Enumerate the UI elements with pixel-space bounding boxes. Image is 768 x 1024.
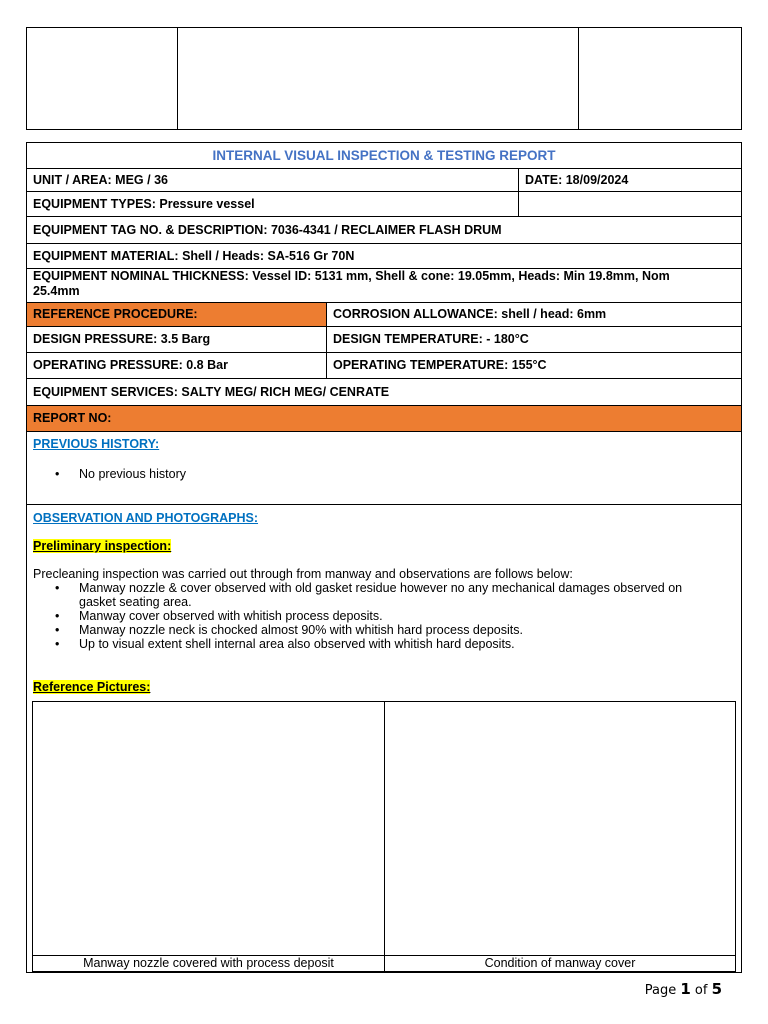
unit-area: UNIT / AREA: MEG / 36 (33, 172, 168, 187)
observation-list (33, 581, 733, 651)
corrosion-allowance: CORROSION ALLOWANCE: shell / head: 6mm (333, 307, 607, 321)
list-item: • Manway nozzle neck is chocked almost 90% with whitish hard process deposits. (33, 623, 733, 637)
list-item: • Manway nozzle & cover observed with old gasket residue however no any mechanical damages observed on (33, 581, 733, 595)
header-divider-left (177, 27, 178, 130)
equipment-material: EQUIPMENT MATERIAL: Shell / Heads: SA-516 Gr 70N (33, 248, 355, 263)
list-item-continuation: gasket seating area. (79, 595, 192, 609)
design-temperature: DESIGN TEMPERATURE: - 180°C (333, 332, 529, 346)
equipment-services: EQUIPMENT SERVICES: SALTY MEG/ RICH MEG/ CENRATE (33, 384, 390, 399)
preliminary-inspection-heading: Preliminary inspection: (33, 539, 172, 553)
nominal-thickness-line2: 25.4mm (33, 284, 80, 298)
row-line (26, 431, 742, 432)
observation-heading: OBSERVATION AND PHOTOGRAPHS: (33, 511, 259, 525)
page-of: of (690, 983, 712, 998)
previous-history-heading: PREVIOUS HISTORY: (33, 437, 160, 451)
page-current: 1 (680, 980, 691, 998)
equipment-types: EQUIPMENT TYPES: Pressure vessel (33, 196, 255, 211)
page-total: 5 (711, 980, 722, 998)
reference-procedure: REFERENCE PROCEDURE: (33, 307, 198, 321)
operating-pressure: OPERATING PRESSURE: 0.8 Bar (33, 358, 228, 372)
design-pressure: DESIGN PRESSURE: 3.5 Barg (33, 332, 211, 346)
observation-intro: Precleaning inspection was carried out through from manway and observations are follows below: (33, 567, 573, 581)
caption-left: Manway nozzle covered with process deposit (83, 956, 334, 970)
nominal-thickness (33, 269, 733, 299)
list-item: • Up to visual extent shell internal area also observed with whitish hard deposits. (33, 637, 733, 651)
report-date: DATE: 18/09/2024 (525, 172, 629, 187)
page-label: Page (644, 983, 681, 998)
nominal-thickness-line1: EQUIPMENT NOMINAL THICKNESS: Vessel ID: 5131 mm, Shell & cone: 19.05mm, Heads: Min 19.8mm, Nom (33, 269, 670, 283)
operating-temperature: OPERATING TEMPERATURE: 155°C (333, 358, 547, 372)
reference-pictures-heading: Reference Pictures: (33, 680, 151, 694)
header-box (26, 27, 742, 130)
picture-right (385, 702, 735, 954)
caption-right: Condition of manway cover (484, 956, 636, 970)
list-item: • Manway cover observed with whitish process deposits. (33, 609, 733, 623)
tag-description: EQUIPMENT TAG NO. & DESCRIPTION: 7036-4341 / RECLAIMER FLASH DRUM (33, 222, 502, 237)
header-divider-right (578, 27, 579, 130)
list-item: • No previous history (33, 467, 733, 481)
report-title: INTERNAL VISUAL INSPECTION & TESTING REPORT (212, 148, 556, 163)
report-no: REPORT NO: (33, 411, 112, 425)
picture-left (33, 702, 383, 954)
page-number (645, 980, 722, 998)
history-list (33, 467, 733, 481)
row-line (26, 504, 742, 505)
